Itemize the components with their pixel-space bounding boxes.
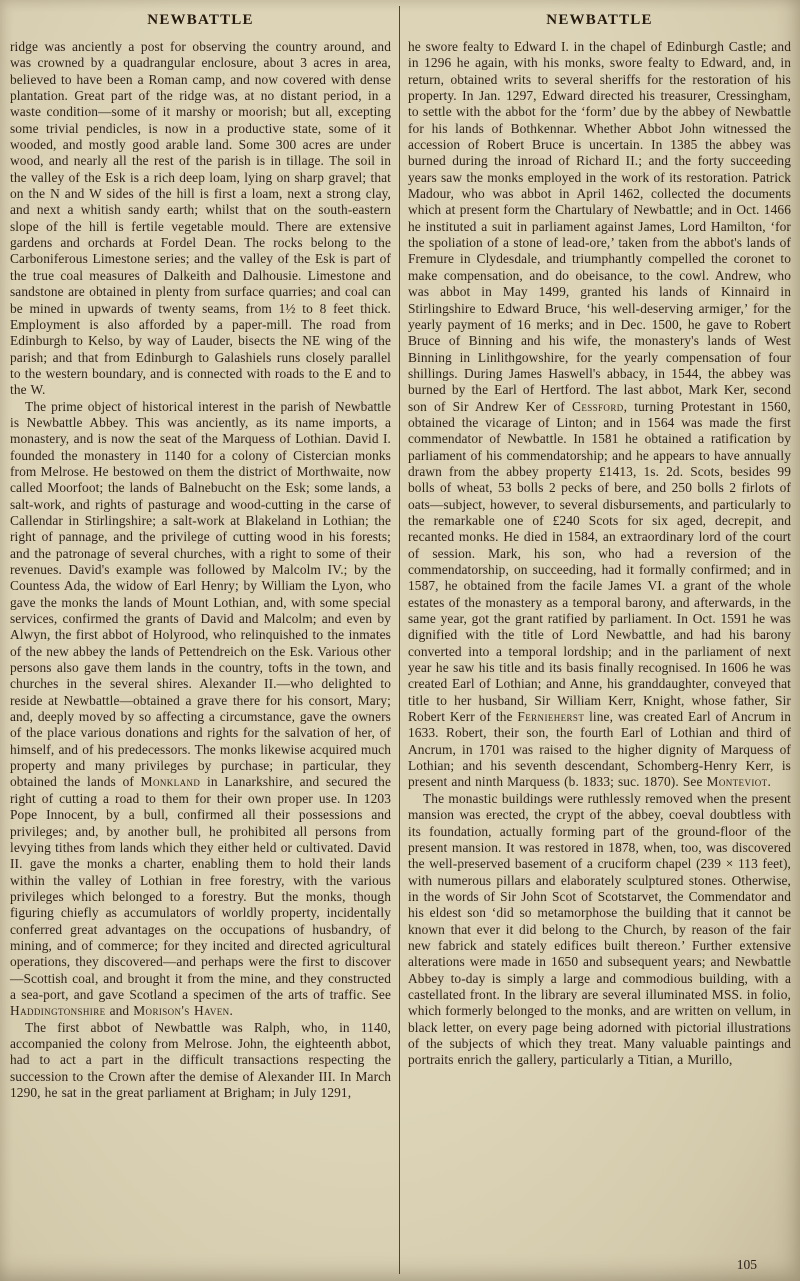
- paragraph: [408, 791, 791, 1069]
- right-column: [408, 10, 791, 1069]
- small-caps-reference: Morison's Haven: [133, 1003, 230, 1019]
- left-column-text: [10, 39, 391, 1101]
- small-caps-reference: Monkland: [140, 774, 201, 790]
- text-run: The monastic buildings were ruthlessly removed when the present mansion was erected, the crypt of the abbey, coeval doubtless with its foundation, actually forming part of the ground-floor of the present mansion. It was restored in 1878, when, too, was discovered the well-preserved basement of a cruciform chapel (239 × 113 feet), with numerous pillars and elaborately sculptured stones. Otherwise, in the words of Sir John Scot of Scotstarvet, the Commendator and his eldest son ‘did so metamorphose the building that it cannot be known that ever it did belong to the Church, by reason of the fair new fabrick and stately edifices built thereon.’ Further extensive alterations were made in 1650 and subsequent years; and Newbattle Abbey to-day is simply a large and commodious building, with a castellated front. In the library are several illuminated MSS. in folio, which formerly belonged to the monks, and are written on vellum, in black letter, on every page being adorned with pictorial illustrations of the subjects of which they treat. Many valuable paintings and portraits enrich the gallery, particularly a Titian, a Murillo,: [408, 790, 791, 1068]
- text-run: .: [229, 1003, 233, 1019]
- small-caps-reference: Fernieherst: [517, 709, 585, 725]
- text-run: The prime object of historical interest in the parish of Newbattle is Newbattle Abbey. This was anciently, as its name imports, a monastery, and is now the seat of the Marquess of Lothian. David I. founded the monastery in 1140 for a colony of Cistercian monks from Melrose. He bestowed on them the district of Morthwaite, now called Moorfoot; the lands of Balnebucht on the Esk; some lands, a salt-work, and rights of pasturage and wood-cutting in the carse of Callendar in Stirlingshire; a salt-work at Blakeland in Lothian; the right of pannage, and the privilege of cutting wood in his forests; and the patronage of several churches, with a right to some of their revenues. David's example was followed by Malcolm IV.; by the Countess Ada, the widow of Earl Henry; by William the Lyon, who gave the monks the lands of Mount Lothian, and, with some special services, confirmed the grants of David and Malcolm; and even by Alwyn, the first abbot of Holyrood, who relinquished to the inmates of the new abbey the lands of Pettendreich on the Esk. Various other persons also gave them lands in the country, tofts in the town, and churches in the several shires. Alexander II.—who delighted to reside at Newbattle—obtained a grave there for his consort, Mary; and, deeply moved by so affecting a circumstance, gave the owners of the place various donations and rights for the salvation of her, of himself, and of his predecessors. The monks likewise acquired much property and many privileges by purchase; in particular, they obtained the lands of: [10, 398, 391, 790]
- text-run: , turning Protestant in 1560, obtained the vicarage of Linton; and in 1564 was made the first commendator of Newbattle. In 1581 he obtained a ratification by parliament of his commendatorship; and he appears to have annually drawn from the abbey property £1413, 1s. 2d. Scots, besides 99 bolls of wheat, 53 bolls 2 pecks of bere, and 250 bolls 2 firlots of oats—subject, however, to several disbursements, and particularly to the remarkable one of £240 Scots for six aged, decrepit, and recanted monks. He died in 1584, an extraordinary lord of the court of session. Mark, his son, who had a reversion of the commendatorship, on succeeding, had it formally confirmed; and in 1587, he obtained from the facile James VI. a grant of the whole estates of the monastery as a temporal barony, and afterwards, in the same year, got the grant ratified by parliament. In Oct. 1591 he was dignified with the title of Lord Newbattle, and had his barony converted into a temporal lordship; and in the parliament of next year he saw his title and its basis finally recognised. In 1606 he was created Earl of Lothian; and Anne, his granddaughter, conveyed that title to her husband, Sir William Kerr, Knight, whose father, Sir Robert Kerr of the: [408, 398, 791, 725]
- text-run: line, was created Earl of Ancrum in 1633. Robert, their son, the fourth Earl of Lothian and third of Ancrum, in 1701 was raised to the higher dignity of Marquess of Lothian; and his seventh descendant, Schomberg-Henry Kerr, is present and ninth Marquess (b. 1833; suc. 1870). See: [408, 709, 791, 790]
- running-header-right: NEWBATTLE: [546, 12, 653, 28]
- right-column-text: [408, 39, 791, 1069]
- paragraph: [10, 399, 391, 1020]
- text-run: he swore fealty to Edward I. in the chapel of Edinburgh Castle; and in 1296 he again, with his monks, swore fealty to Edward, and, in return, obtained writs to several sheriffs for the restoration of his property. In Jan. 1297, Edward directed his treasurer, Cressingham, to settle with the abbot for the ‘form’ due by the abbey of Newbattle for his lands of Bothkennar. Whether Abbot John witnessed the accession of Robert Bruce is uncertain. In 1385 the abbey was burned during the inroad of Richard II.; and the forty succeeding years saw the monks employed in the work of its restoration. Patrick Madour, who was abbot in April 1462, collected the documents which at present form the Chartulary of Newbattle; and in Oct. 1466 he instituted a suit in parliament against James, Lord Hamilton, ‘for the spoliation of a stone of lead-ore,’ taken from the abbot's lands of Fremure in Clydesdale, and triumphantly compelled the coronet to make compensation, and do obeisance, to the cowl. Andrew, who was abbot in May 1499, granted his lands of Kinnaird in Stirlingshire to Edward Bruce, ‘his well-deserving armiger,’ for the yearly payment of 16 merks; and in Dec. 1500, he gave to Robert Bruce of Binning and his wife, the monastery's lands of West Binning in Linlithgowshire, for the yearly compensation of four shillings. During James Haswell's abbacy, in 1544, the abbey was burned by the Earl of Hertford. The last abbot, Mark Ker, second son of Sir Andrew Ker of: [408, 39, 791, 414]
- text-run: and: [105, 1003, 134, 1019]
- running-header-left: NEWBATTLE: [147, 12, 254, 28]
- paragraph: [10, 39, 391, 399]
- left-column: [10, 10, 391, 1101]
- column-divider-rule: [399, 6, 400, 1274]
- small-caps-reference: Cessford: [571, 398, 624, 414]
- text-run: in Lanarkshire, and secured the right of cutting a road to them for their own proper use. In 1203 Pope Innocent, by a bull, confirmed all their possessions and privileges; and, by another bull, he prohibited all persons from levying tithes from lands which they either held or cultivated. David II. gave the monks a charter, enabling them to hold their lands within the valley of Lothian in free forestry, with the various privileges which belonged to a forestry. But the monks, though figuring chiefly as accumulators of worldly property, incidentally conferred great advantages on the occupations of husbandry, of mining, and of commerce; for they incited and directed agricultural operations, they discovered—and perhaps were the first to discover—Scottish coal, and brought it from the mine, and they constructed a sea-port, and gave Scotland a specimen of the arts of traffic. See: [10, 774, 391, 1002]
- page-number: 105: [736, 1257, 757, 1272]
- text-run: ridge was anciently a post for observing the country around, and was crowned by a quadrangular enclosure, about 3 acres in area, believed to have been a Roman camp, and now covered with dense plantation. Great part of the ridge was, at no distant period, in a waste condition—some of it marshy or moorish; but all, excepting some trivial pendicles, is now in a productive state, some of it wooded, and mostly good arable land. Some 300 acres are under wood, and nearly all the rest of the parish is in tillage. The soil in the valley of the Esk is a rich deep loam, lying on sharp gravel; that on the N and W sides of the hill is first a loam, next a strong clay, and next a whitish sandy earth; whilst that on the south-eastern slope of the hill is fertile vegetable mould. There are extensive gardens and orchards at Fordel Dean. The rocks belong to the Carboniferous Limestone series; and the valley of the Esk is part of the true coal measures of Dalkeith and Dalhousie. Limestone and sandstone are obtained in plenty from surface quarries; and coal can be mined in upwards of twenty seams, from 1½ to 8 feet thick. Employment is also afforded by a paper-mill. The road from Edinburgh to Kelso, by way of Lauder, bisects the NE wing of the parish; and that from Edinburgh to Galashiels runs closely parallel to the western boundary, and is connected with roads to the E and to the W.: [10, 39, 391, 398]
- small-caps-reference: Haddingtonshire: [10, 1003, 106, 1019]
- text-run: .: [767, 774, 771, 790]
- paragraph: [408, 39, 791, 791]
- text-run: The first abbot of Newbattle was Ralph, who, in 1140, accompanied the colony from Melrose. John, the eighteenth abbot, had to act a part in the difficult transactions respecting the succession to the Crown after the demise of Alexander III. In March 1290, he sat in the great parliament at Brigham; in July 1291,: [10, 1019, 391, 1100]
- small-caps-reference: Monteviot: [706, 774, 768, 790]
- paragraph: [10, 1020, 391, 1102]
